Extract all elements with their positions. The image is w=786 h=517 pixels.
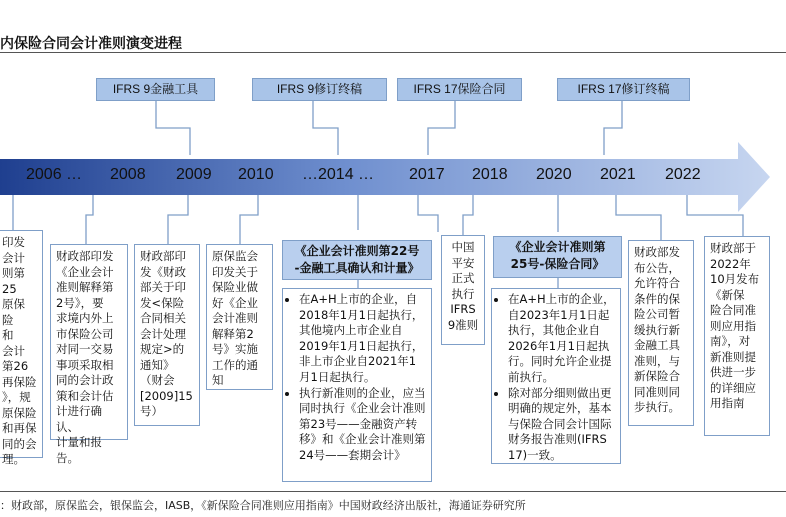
- year-2010: 2010: [238, 166, 274, 183]
- box-2009: 财政部印 发《财政 部关于印 发<保险 合同相关 会计处理 规定>的 通知》 （财会 [2009]15 号）: [134, 244, 200, 426]
- box-2006: 印发 会计 则第25 原保 险 和 会计 第26 再保险 》，规 原保险 和再保 同的会 理。: [0, 230, 43, 458]
- box-2021: 财政部发 布公告， 允许符合 条件的保 险公司暂 缓执行新 金融工具 准则，与 新保险合 同准则同 步执行。: [628, 240, 694, 426]
- std22-item: • 在A+H上市的企业，自2018年1月1日起执行，其他境内上市企业自2019年1月1日起执行，非上市企业自2021年1月1日起执行。: [299, 292, 427, 386]
- source-note: ：财政部，原保监会，银保监会，IASB，《新保险合同准则应用指南》中国财政经济出版社，海通证券研究所: [0, 499, 526, 512]
- year-2006: 2006 …: [26, 166, 83, 183]
- bottom-divider: [0, 491, 786, 492]
- box-2010: 原保监会 印发关于 保险业做 好《企业 会计准则 解释第2 号》实施 工作的通 知: [206, 244, 273, 390]
- page-title: 内保险合同会计准则演变进程: [0, 36, 182, 52]
- year-2008: 2008: [110, 166, 146, 183]
- std22-detail: [282, 288, 432, 482]
- ifrs-connectors: [156, 100, 622, 155]
- box-2022: 财政部于 2022年 10月发布 《新保 险合同准 则应用指 南》，对 新准则提 供进一步 的详细应 用指南: [704, 236, 770, 436]
- std22-header: 《企业会计准则第22号 -金融工具确认和计量》: [282, 240, 432, 280]
- std22-item: • 执行新准则的企业，应当同时执行《企业会计准则第23号——金融资产转移》和《企业会计准则第24号——套期会计》: [299, 386, 427, 464]
- std25-item: • 在A+H上市的企业，自2023年1月1日起执行，其他企业自2026年1月1日起执行。同时允许企业提前执行。: [508, 292, 616, 386]
- box-2008: 财政部印发 《企业会计 准则解释第 2号》，要 求境内外上 市保险公司 对同一交易 事项采取相 同的会计政 策和会计估 计进行确认、 计量和报告。: [50, 244, 128, 440]
- year-2009: 2009: [176, 166, 212, 183]
- ifrs9-label: IFRS 9金融工具: [96, 78, 215, 101]
- ifrs17-revision-label: IFRS 17修订终稿: [557, 78, 690, 101]
- year-2020: 2020: [536, 166, 572, 183]
- ifrs9-revision-label: IFRS 9修订终稿: [252, 78, 387, 101]
- std25-detail: [491, 288, 621, 464]
- year-2014: …2014 …: [302, 166, 375, 183]
- std25-header: 《企业会计准则第 25号-保险合同》: [493, 236, 622, 278]
- box-2018: 中国 平安 正式 执行 IFRS 9准则: [441, 235, 485, 345]
- ifrs17-label: IFRS 17保险合同: [397, 78, 522, 101]
- year-2017: 2017: [409, 166, 445, 183]
- year-2018: 2018: [472, 166, 508, 183]
- year-2022: 2022: [665, 166, 701, 183]
- year-2021: 2021: [600, 166, 636, 183]
- std25-item: • 除对部分细则做出更明确的规定外，基本与保险合同会计国际财务报告准则(IFRS 17)一致。: [508, 386, 616, 464]
